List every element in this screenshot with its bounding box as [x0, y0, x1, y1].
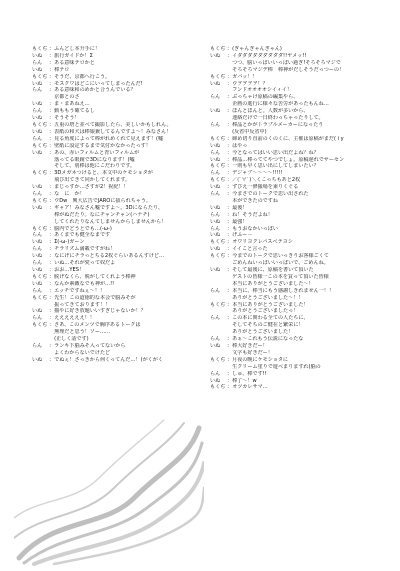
dialogue-line — [210, 281, 388, 288]
dialogue-line — [210, 74, 388, 81]
dialogue-line — [32, 267, 204, 274]
speaker-name: もくぢ — [210, 384, 226, 391]
speaker-name: らん — [32, 87, 43, 94]
dialogue-line — [210, 150, 388, 157]
dialogue-text: ：棒了～！w — [227, 377, 257, 384]
speaker-name: もくぢ — [32, 225, 48, 232]
speaker-name: らん — [32, 135, 43, 142]
dialogue-text: ：ずびえ一修羅場を乗りくぐる — [227, 184, 299, 191]
dialogue-text: ありがとうございました～！！ — [227, 294, 304, 301]
dialogue-line — [32, 115, 204, 122]
dialogue-text: ：ほんとほんと。人数が多いから、 — [227, 108, 309, 115]
speaker-name: もくぢ — [210, 356, 226, 363]
dialogue-line — [32, 191, 204, 198]
speaker-name: いぬ — [32, 52, 43, 59]
speaker-name — [210, 329, 227, 336]
dialogue-line — [210, 53, 388, 60]
dialogue-line — [210, 322, 388, 329]
dialogue-line — [210, 67, 388, 74]
dialogue-text: ：ね！そうだよね！ — [227, 211, 273, 218]
speaker-name — [210, 364, 227, 371]
speaker-name: いぬ — [32, 149, 43, 156]
speaker-name: らん — [210, 287, 221, 294]
dialogue-text: そして、別棒は他にこだわりです。 — [49, 163, 136, 170]
speaker-name: らん — [210, 121, 221, 128]
speaker-name: もくぢ — [32, 121, 48, 128]
dialogue-text: ゲストの皆様一この本を買って頂いた皆様 — [227, 273, 329, 280]
speaker-name: いぬ — [210, 232, 221, 239]
dialogue-text: ：本当に、棒当にもう感謝しきれません一！！ — [227, 287, 334, 294]
dialogue-line — [32, 288, 204, 295]
dialogue-line — [32, 74, 204, 81]
dialogue-line — [210, 378, 388, 385]
dialogue-line — [32, 281, 204, 288]
speaker-name: いぬ — [210, 80, 221, 87]
dialogue-line — [32, 184, 204, 191]
speaker-name: いぬ — [210, 108, 221, 115]
dialogue-line — [32, 143, 204, 150]
dialogue-line — [210, 253, 388, 260]
dialogue-text: ：3Dメガネつけると、本文中のケモショタが — [49, 170, 153, 177]
dialogue-text: ：ガバッ！！ — [227, 73, 258, 80]
dialogue-text: ：ギャア！みなさん嘘ですよ～。3Dにならたり、 — [49, 204, 164, 211]
dialogue-text: ：しゅ、棒です!! — [227, 370, 267, 377]
dialogue-line — [210, 101, 388, 108]
dialogue-line — [210, 94, 388, 101]
dialogue-text: ：今となってはいい思い出だよね？ね？ — [227, 149, 319, 156]
speaker-name: もくぢ — [210, 239, 226, 246]
dialogue-line — [210, 308, 388, 315]
dialogue-line — [210, 170, 388, 177]
dialogue-text: ：エッチですねぇ～！！ — [49, 287, 105, 294]
dialogue-line — [210, 177, 388, 184]
speaker-name — [32, 219, 49, 226]
speaker-name: らん — [32, 315, 43, 322]
dialogue-text: ：げふー－ — [227, 232, 253, 239]
dialogue-line — [210, 157, 388, 164]
speaker-name: もくぢ — [210, 73, 226, 80]
dialogue-text: ：ふんどし本升手に！ — [49, 46, 100, 52]
dialogue-line — [210, 163, 388, 170]
dialogue-text: ：そうだ、京都へ行こう。 — [49, 73, 111, 80]
speaker-name: もくぢ — [210, 46, 226, 52]
dialogue-text: 落ってる眼鏡で3Dになります！(嘘 — [49, 156, 135, 163]
dialogue-text: ：おお…YES！ — [49, 267, 85, 273]
speaker-name: らん — [210, 170, 221, 177]
dialogue-line — [210, 364, 388, 371]
dialogue-text: つつ、脳いっぱいいっぱい過ぎ!そろそろマジで — [227, 59, 341, 66]
dialogue-text: 無理だと思う！ソー…… — [49, 329, 111, 336]
dialogue-line — [210, 212, 388, 219]
dialogue-text: ：なにげにチラっとちる2枚ぐらいあるんすけど… — [49, 253, 165, 260]
dialogue-text: (正しく話です) — [49, 336, 89, 343]
dialogue-text: ：最強！ — [227, 218, 248, 225]
dialogue-text: ：モスクワはどこにいってしまったんだ! — [49, 80, 143, 87]
dialogue-text: ：この本に関わる全ての人たちに、 — [227, 315, 309, 322]
dialogue-line — [32, 198, 204, 205]
dialogue-text: ：そして最後に、原稿を書いて頂いた — [227, 267, 314, 273]
speaker-name: もくぢ — [210, 163, 226, 170]
dialogue-text: ：オワリヨクレバスベテヨシ — [227, 239, 293, 246]
dialogue-line — [210, 295, 388, 302]
dialogue-line — [210, 205, 388, 212]
speaker-name: らん — [32, 260, 43, 267]
speaker-name: らん — [32, 191, 43, 198]
dialogue-text: ：もうおなかいっぱい — [227, 225, 278, 232]
dialogue-text: ：脳内でどうとでも…(-ω-) — [49, 225, 112, 232]
speaker-name — [32, 177, 49, 184]
speaker-name: いぬ — [210, 184, 221, 191]
speaker-name: もくぢ — [32, 273, 48, 280]
dialogue-text: よくわからないでけたど — [49, 349, 111, 356]
speaker-name — [210, 198, 227, 205]
dialogue-line — [210, 108, 388, 115]
speaker-name — [32, 94, 49, 101]
dialogue-line — [32, 295, 204, 302]
speaker-name: もくぢ — [32, 46, 48, 52]
dialogue-text: ：棒テロ — [49, 66, 70, 73]
dialogue-line — [32, 322, 204, 329]
dialogue-line — [32, 101, 204, 108]
dialogue-line — [32, 357, 204, 364]
dialogue-line — [32, 232, 204, 239]
dialogue-line — [32, 122, 204, 129]
dialogue-text: 連絡だけで一日終わっちゃったりして。 — [227, 115, 324, 122]
dialogue-text: ：ある意味テロかと — [49, 59, 95, 66]
dialogue-line — [210, 60, 388, 67]
speaker-name — [210, 274, 227, 281]
dialogue-line — [210, 267, 388, 274]
dialogue-text: ：今まさでのトークで思い出された — [227, 191, 309, 198]
dialogue-text: ありがとうございましたっ！ — [227, 308, 299, 315]
dialogue-line — [210, 143, 388, 150]
speaker-name: いぬ — [32, 101, 43, 108]
dialogue-line — [210, 129, 388, 136]
speaker-name: いぬ — [210, 267, 221, 273]
dialogue-text: 京都とのさ — [49, 94, 80, 101]
dialogue-line — [32, 170, 204, 177]
dialogue-text: ：イダダダダダダダダダ!!ヤメッ!! — [227, 52, 307, 59]
speaker-name: いぬ — [210, 204, 221, 211]
speaker-name — [210, 295, 227, 302]
dialogue-text: してくれたりなんてしませんからしませんから！ — [49, 218, 167, 225]
speaker-name: らん — [210, 336, 221, 343]
speaker-name: もくぢ — [32, 142, 48, 149]
speaker-name: らん — [32, 342, 43, 349]
speaker-name — [210, 281, 227, 288]
dialogue-text: 振ってきております！！ — [49, 301, 111, 308]
speaker-name — [210, 350, 227, 357]
dialogue-line — [32, 46, 204, 53]
speaker-name: いぬ — [32, 267, 43, 273]
dialogue-text: ：脱げなくら、脱がしてくれよう棒神 — [49, 273, 136, 280]
dialogue-line — [32, 350, 204, 357]
dialogue-line — [210, 336, 388, 343]
speaker-name: らん — [210, 225, 221, 232]
dialogue-line — [210, 219, 388, 226]
speaker-name: いぬ — [32, 204, 43, 211]
speaker-name: もくぢ — [32, 294, 48, 301]
speaker-name: らん — [32, 287, 43, 294]
dialogue-text: ：デジャブ～～～～!!!!! — [227, 170, 283, 177]
dialogue-text: 生クリーム塗りで遊べまりますれ(脳の — [227, 363, 321, 370]
speaker-name — [210, 308, 227, 315]
dialogue-text: ：月夜の晩にケモショタに — [227, 356, 289, 363]
dialogue-text: ：締め切り直前のくのくに、主催は原稿がまだ( i y — [227, 135, 344, 142]
dialogue-text: ：ランキ下脳みそ入ってないから — [49, 342, 126, 349]
speaker-name: もくぢ — [210, 177, 226, 184]
dialogue-line — [210, 136, 388, 143]
dialogue-text: ：最後！ — [227, 204, 248, 211]
dialogue-line — [32, 343, 204, 350]
speaker-name: もくぢ — [32, 73, 48, 80]
speaker-name: いぬ — [32, 239, 43, 246]
dialogue-text: 飛び出てきて同かしてくれます。 — [49, 177, 131, 184]
speaker-name: いぬ — [210, 377, 221, 384]
speaker-name: らん — [210, 149, 221, 156]
dialogue-line — [32, 274, 204, 281]
dialogue-line — [210, 260, 388, 267]
dialogue-line — [210, 46, 388, 53]
dialogue-line — [210, 371, 388, 378]
dialogue-line — [32, 329, 204, 336]
speaker-name: もくぢ — [210, 135, 226, 142]
dialogue-text: ：本当にありがとうございました！ — [227, 301, 309, 308]
dialogue-text: ：チラリズム満載ですがね！ — [49, 246, 116, 253]
dialogue-line — [210, 350, 388, 357]
dialogue-text: 企画の進行に様々な苦労があったもんね… — [227, 101, 329, 108]
dialogue-line — [32, 219, 204, 226]
speaker-name: らん — [32, 108, 43, 115]
speaker-name — [32, 329, 49, 336]
dialogue-line — [32, 212, 204, 219]
speaker-name: いぬ — [210, 246, 221, 253]
dialogue-text: ：表紙の和犬は棒娘兼してるんですよ～！みなさん！ — [49, 128, 172, 135]
speaker-name: いぬ — [32, 253, 43, 260]
dialogue-line — [210, 198, 388, 205]
dialogue-text: ：Σ(-ω-)ガーン — [49, 239, 85, 246]
dialogue-text: ：ウDw 興大広告でJAROに抜られちゃう。 — [49, 197, 152, 204]
dialogue-text: ：イイこと言った — [227, 246, 268, 253]
dialogue-line — [210, 274, 388, 281]
dialogue-text: ：動ももう確てるし — [49, 108, 95, 115]
dialogue-text: ：なんか素敵なでも神が…!! — [49, 280, 115, 287]
speaker-name: いぬ — [210, 218, 221, 225]
speaker-name: らん — [210, 191, 221, 198]
speaker-name — [32, 336, 49, 343]
dialogue-column-right — [210, 46, 388, 391]
speaker-name — [32, 350, 49, 357]
dialogue-line — [210, 357, 388, 364]
dialogue-text: ありがとうございました！ — [227, 329, 294, 336]
speaker-name: もくぢ — [32, 197, 48, 204]
speaker-name — [210, 87, 227, 94]
dialogue-text: ：今までのトークで思いっきりお客様ごくて — [227, 253, 329, 260]
dialogue-line — [32, 177, 204, 184]
dialogue-line — [32, 67, 204, 74]
dialogue-text: ：まじっすか…さすが2！祝紀！！ — [49, 184, 129, 191]
speaker-name — [210, 260, 227, 267]
dialogue-line — [32, 315, 204, 322]
speaker-name: らん — [210, 94, 221, 101]
speaker-name — [210, 67, 227, 74]
dialogue-line — [32, 246, 204, 253]
dialogue-text: フンドオオオオシイィイ！ — [227, 87, 292, 94]
dialogue-text: ：見る角度によって棒がれめくれて見えます！(嘘 — [49, 135, 164, 142]
dialogue-line — [210, 115, 388, 122]
dialogue-text: ：／(ﾟ∀ﾟ)＼くこっちもあと2枚 — [227, 177, 301, 184]
dialogue-line — [32, 53, 204, 60]
speaker-name: いぬ — [32, 115, 43, 122]
dialogue-line — [210, 87, 388, 94]
dialogue-text: 本ができたのですね — [227, 197, 278, 204]
dialogue-text: ：先生！この道徳的な本会で脳みそが — [49, 294, 136, 301]
dialogue-line — [32, 336, 204, 343]
dialogue-line — [32, 308, 204, 315]
dialogue-line — [210, 302, 388, 309]
dialogue-line — [32, 157, 204, 164]
dialogue-line — [32, 302, 204, 309]
speaker-name: いぬ — [32, 66, 43, 73]
dialogue-text: (反省中反省中) — [227, 128, 267, 135]
speaker-name: らん — [32, 232, 43, 239]
dialogue-line — [32, 136, 204, 143]
dialogue-text: ：(ぎゃんぎゃんぎゃん) — [227, 46, 282, 52]
speaker-name — [32, 212, 49, 219]
speaker-name: もくぢ — [32, 322, 48, 329]
dialogue-text: ：さあ、このメンツで胸序あるトークは — [49, 322, 141, 329]
speaker-name: らん — [210, 370, 221, 377]
dialogue-column-left — [32, 46, 204, 364]
dialogue-line — [210, 315, 388, 322]
dialogue-line — [210, 329, 388, 336]
dialogue-text: ：ぶっちゃけ原稿の編集やら、 — [227, 94, 299, 101]
dialogue-text: ：な に か！ — [49, 191, 85, 198]
dialogue-text: 棒がぬだたり。なにチャンチャン(ハナチ) — [49, 211, 150, 218]
dialogue-line — [32, 87, 204, 94]
dialogue-line — [210, 232, 388, 239]
dialogue-text: ごめんねいっぱいいっぱいで、ごめんね。 — [227, 260, 329, 267]
dialogue-text: 本当にありがとうございました～！ — [227, 280, 314, 287]
speaker-name: いぬ — [32, 308, 43, 315]
speaker-name — [210, 129, 227, 136]
dialogue-text: ：棒晶…棒っててやつでしょ。原稿遅れでサーセン — [227, 156, 345, 163]
speaker-name: もくぢ — [210, 301, 226, 308]
dialogue-text: ：ウヲヲヲヲ！？ — [227, 80, 268, 87]
dialogue-text: ：ある意味和のめかと合うんでいる？ — [49, 87, 136, 94]
speaker-name: いぬ — [32, 356, 43, 363]
dialogue-text: そしてそちのご健在と繁栄に！ — [227, 322, 304, 329]
dialogue-line — [210, 184, 388, 191]
dialogue-text: ：あの、赤いフィルムと青いフィルムが — [49, 149, 140, 156]
dialogue-line — [32, 253, 204, 260]
dialogue-text: ：あぁ～これもう伝説になったな — [227, 336, 304, 343]
dialogue-line — [210, 239, 388, 246]
speaker-name — [210, 322, 227, 329]
speaker-name: らん — [210, 211, 221, 218]
dialogue-text: ：ま・まあねえ… — [49, 101, 90, 108]
dialogue-text: ：一則も早く思い出にしてしまいたい？ — [227, 163, 319, 170]
speaker-name — [32, 163, 49, 170]
dialogue-text: ：棒大好きだー！ — [227, 342, 268, 349]
dialogue-line — [210, 288, 388, 295]
dialogue-text: ：ええええええ！！ — [49, 315, 95, 322]
dialogue-text: ：あくまでも健全なまです — [49, 232, 111, 239]
speaker-name: いぬ — [210, 156, 221, 163]
speaker-name: いぬ — [32, 80, 43, 87]
speaker-name — [32, 157, 49, 164]
dialogue-line — [32, 81, 204, 88]
dialogue-line — [32, 150, 204, 157]
dialogue-text: ：棒晶とかがトラブルメーカーになったり — [227, 121, 324, 128]
dialogue-line — [32, 129, 204, 136]
dialogue-text: ：旅行ガイドか！Σ — [49, 52, 93, 59]
dialogue-line — [210, 122, 388, 129]
dialogue-line — [32, 163, 204, 170]
decorative-swirl-illustration — [14, 418, 204, 566]
speaker-name: いぬ — [210, 52, 221, 59]
dialogue-line — [210, 246, 388, 253]
dialogue-text: 文字も好きだー！ — [227, 349, 273, 356]
dialogue-line — [210, 191, 388, 198]
dialogue-line — [32, 226, 204, 233]
dialogue-text: ：オツカレサマ… — [227, 384, 268, 391]
dialogue-text: ：はやっ — [227, 142, 248, 149]
speaker-name: いぬ — [32, 184, 43, 191]
speaker-name — [210, 101, 227, 108]
dialogue-text: ：いぬ…それが愛って奴だよ — [49, 260, 116, 267]
dialogue-line — [210, 81, 388, 88]
dialogue-text: そろそろマジデ棒 棒神がだしそうだっつーの！ — [227, 66, 345, 73]
speaker-name: いぬ — [32, 280, 43, 287]
speaker-name: らん — [32, 59, 43, 66]
dialogue-line — [32, 205, 204, 212]
dialogue-line — [32, 239, 204, 246]
speaker-name: いぬ — [32, 128, 43, 135]
dialogue-line — [32, 108, 204, 115]
speaker-name: らん — [210, 315, 221, 322]
dialogue-text: ：猫やに好き放題いいすぎじゃないか！？ — [49, 308, 146, 315]
speaker-name: いぬ — [210, 342, 221, 349]
speaker-name: いぬ — [210, 142, 221, 149]
dialogue-line — [32, 94, 204, 101]
speaker-name: らん — [32, 246, 43, 253]
speaker-name — [32, 302, 49, 309]
speaker-name: もくぢ — [210, 253, 226, 260]
dialogue-text: ：でぬぇ！さっきから何くってんだ…！(がくがく — [49, 356, 163, 363]
dialogue-line — [32, 260, 204, 267]
dialogue-text: ：五重の塔と並べて撮影したら、美しいかもしれん。 — [49, 121, 172, 128]
dialogue-line — [32, 60, 204, 67]
dialogue-text: ：壁紙に設定するまで気付かなかったっす！ — [49, 142, 151, 149]
speaker-name: もくぢ — [32, 170, 48, 177]
speaker-name — [210, 115, 227, 122]
dialogue-line — [210, 226, 388, 233]
speaker-name — [210, 60, 227, 67]
dialogue-line — [210, 384, 388, 391]
dialogue-text: ：そうそう！ — [49, 115, 80, 122]
dialogue-line — [210, 343, 388, 350]
